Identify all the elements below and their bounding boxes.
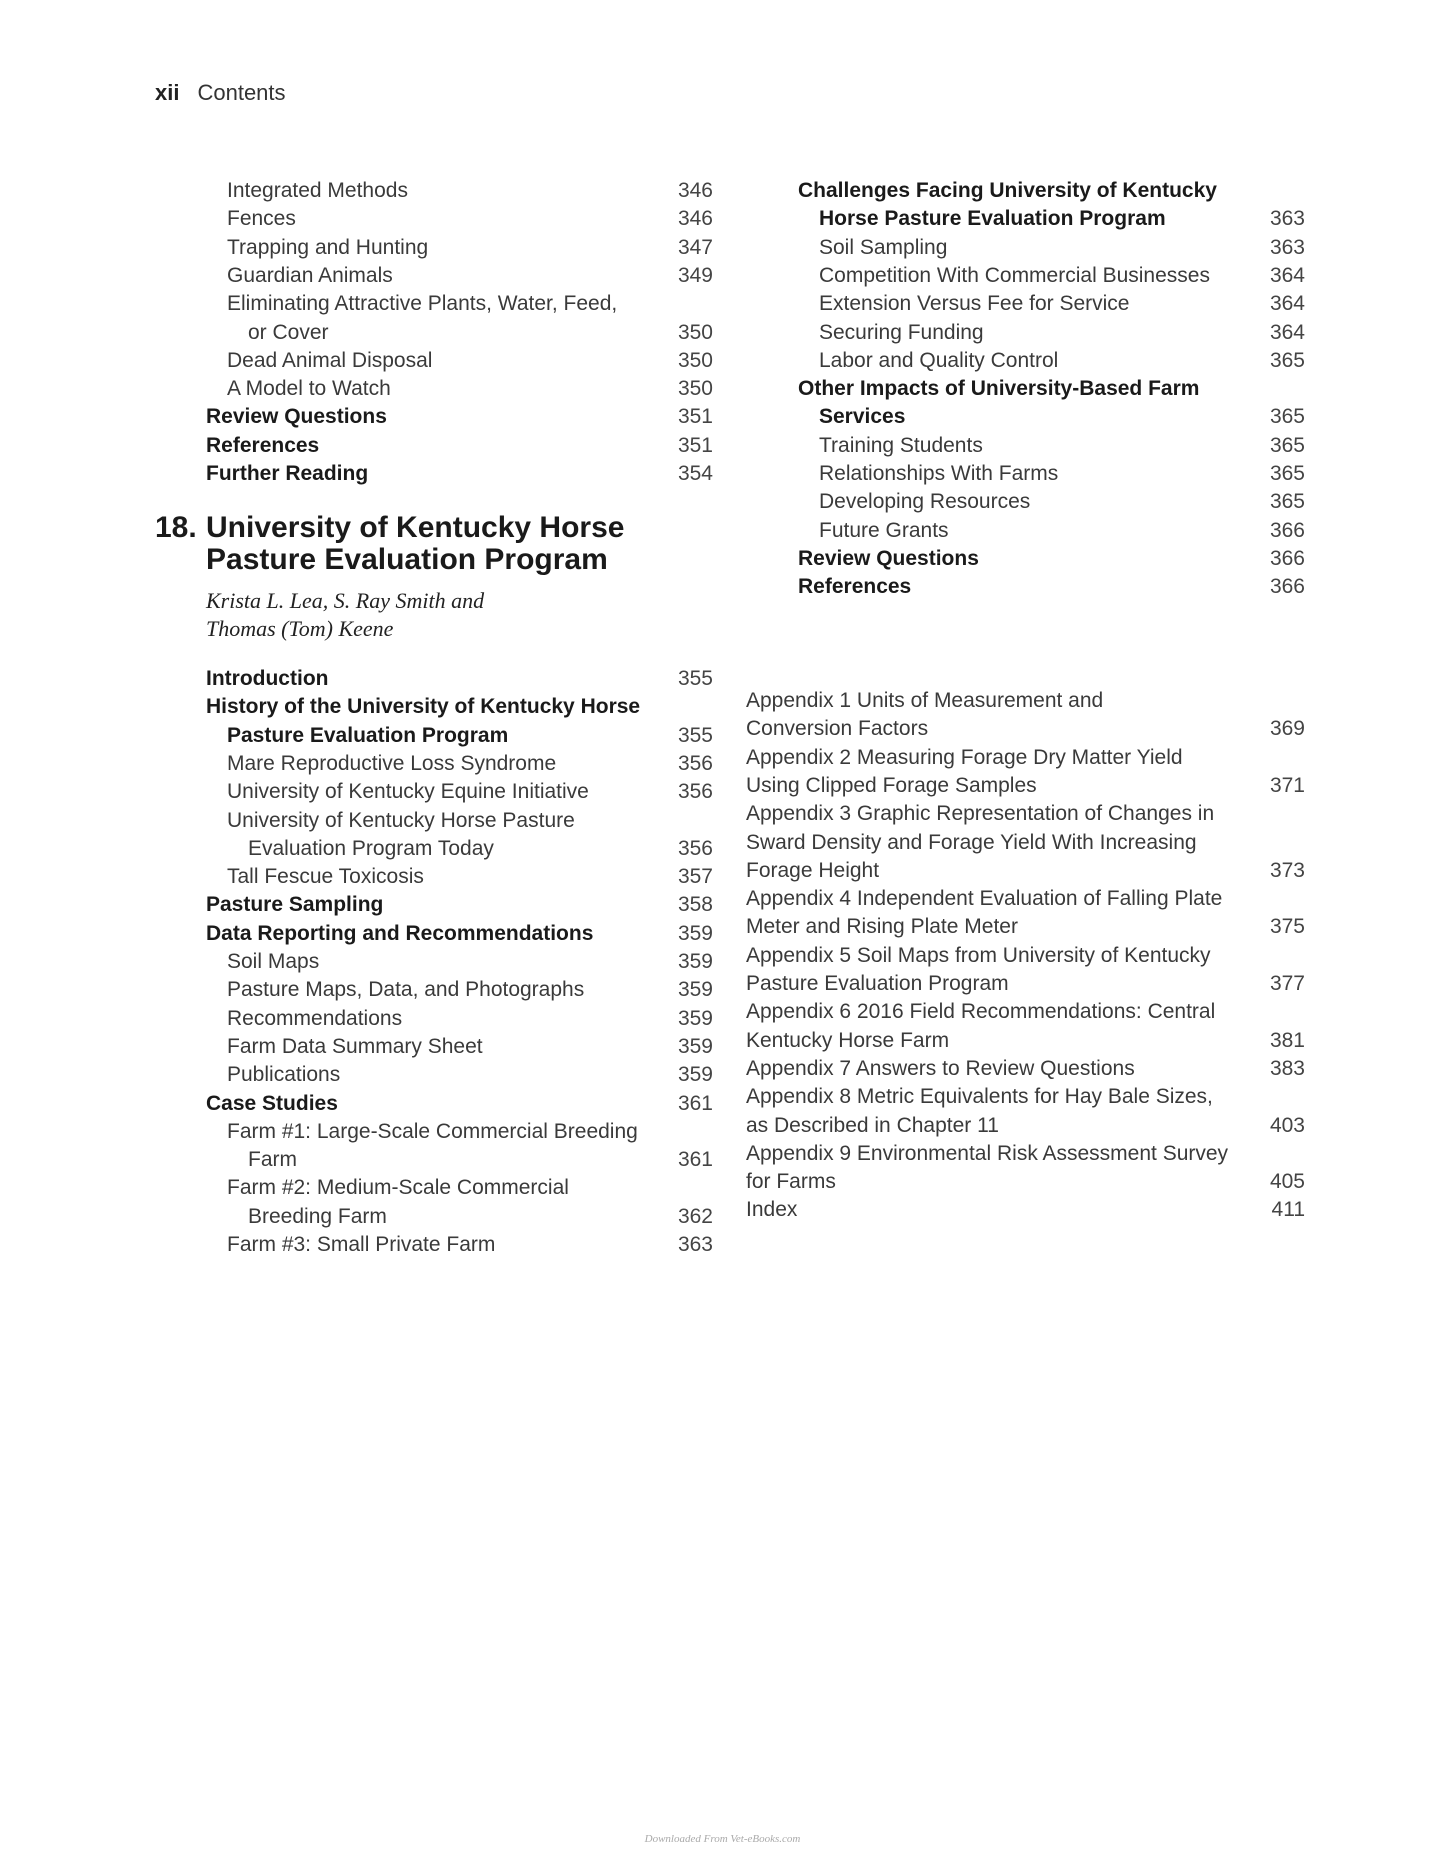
toc-entry-title: Competition With Commercial Businesses bbox=[819, 263, 1210, 287]
toc-entry-title: Trapping and Hunting bbox=[227, 235, 429, 259]
toc-entry-title: Appendix 7 Answers to Review Questions bbox=[746, 1056, 1135, 1080]
toc-entry-title: Fences bbox=[227, 207, 296, 231]
toc-entry-page: 366 bbox=[1269, 546, 1305, 570]
chapter-authors-line-2: Thomas (Tom) Keene bbox=[206, 616, 394, 641]
toc-entry-title: Farm bbox=[248, 1148, 297, 1172]
toc-entry-title: Appendix 9 Environmental Risk Assessment Survey bbox=[746, 1141, 1229, 1165]
toc-entry-title: Pasture Evaluation Program bbox=[227, 723, 509, 747]
toc-entry-page: 356 bbox=[677, 751, 713, 775]
toc-entry-title: Eliminating Attractive Plants, Water, Feed, bbox=[227, 292, 618, 316]
running-header bbox=[155, 80, 286, 106]
toc-entry-title: Pasture Evaluation Program bbox=[746, 972, 1009, 995]
toc-entry-page: 381 bbox=[1269, 1028, 1305, 1052]
toc-entry-title: References bbox=[798, 575, 912, 599]
toc-entry-page: 361 bbox=[677, 1148, 713, 1172]
toc-entry-title: Evaluation Program Today bbox=[248, 836, 494, 860]
toc-entry-title: Index bbox=[746, 1198, 798, 1222]
toc-entry-title: Guardian Animals bbox=[227, 263, 393, 287]
toc-entry-page: 350 bbox=[677, 377, 713, 401]
toc-entry-title: Kentucky Horse Farm bbox=[746, 1028, 950, 1052]
toc-entry-page: 364 bbox=[1269, 263, 1305, 287]
toc-entry-page: 377 bbox=[1269, 972, 1305, 995]
toc-entry-page: 383 bbox=[1269, 1056, 1305, 1080]
toc-entry-page: 356 bbox=[677, 780, 713, 804]
toc-entry-page: 366 bbox=[1269, 518, 1305, 542]
toc-entry-page: 355 bbox=[677, 667, 713, 690]
toc-entry-page: 357 bbox=[677, 865, 713, 889]
toc-entry-page: 365 bbox=[1269, 348, 1305, 372]
toc-entry-title: Dead Animal Disposal bbox=[227, 348, 433, 372]
toc-entry-title: Breeding Farm bbox=[248, 1204, 387, 1228]
toc-entry-title: as Described in Chapter 11 bbox=[746, 1113, 999, 1137]
toc-entry-title: Case Studies bbox=[206, 1091, 338, 1115]
toc-entry-page: 350 bbox=[677, 348, 713, 372]
toc-entry-title: Appendix 3 Graphic Representation of Changes in bbox=[746, 802, 1215, 826]
toc-entry-title: Farm #2: Medium-Scale Commercial bbox=[227, 1176, 569, 1200]
toc-entry-title: Pasture Maps, Data, and Photographs bbox=[227, 978, 585, 1002]
toc-entry-page: 365 bbox=[1269, 405, 1305, 429]
toc-entry-title: Further Reading bbox=[206, 462, 369, 485]
toc-entry-page: 351 bbox=[677, 405, 713, 429]
toc-entry-page: 364 bbox=[1269, 320, 1305, 344]
footer-watermark: Downloaded From Vet-eBooks.com bbox=[644, 1833, 801, 1845]
chapter-title-line-2: Pasture Evaluation Program bbox=[206, 543, 608, 576]
toc-entry-title: Relationships With Farms bbox=[819, 462, 1059, 485]
toc-entry-title: Appendix 4 Independent Evaluation of Falling Plate bbox=[746, 887, 1223, 911]
toc-entry-page: 405 bbox=[1269, 1170, 1305, 1194]
toc-entry-page: 365 bbox=[1269, 433, 1305, 457]
toc-entry-title: University of Kentucky Equine Initiative bbox=[227, 780, 589, 804]
toc-entry-title: Recommendations bbox=[227, 1006, 403, 1030]
toc-entry-title: Appendix 8 Metric Equivalents for Hay Bale Sizes, bbox=[746, 1085, 1213, 1109]
toc-entry-page: 359 bbox=[677, 1006, 713, 1030]
toc-entry-page: 347 bbox=[677, 235, 713, 259]
toc-entry-page: 366 bbox=[1269, 575, 1305, 599]
toc-entry-page: 358 bbox=[677, 893, 713, 917]
chapter-heading bbox=[155, 512, 624, 544]
toc-entry-title: or Cover bbox=[248, 320, 329, 344]
toc-entry-page: 359 bbox=[677, 950, 713, 973]
chapter-number: 18. bbox=[155, 511, 197, 544]
toc-entry-page: 355 bbox=[677, 723, 713, 747]
toc-entry-page: 359 bbox=[677, 921, 713, 945]
toc-entry-title: Appendix 5 Soil Maps from University of Kentucky bbox=[746, 943, 1211, 967]
toc-entry-page: 365 bbox=[1269, 462, 1305, 485]
page-number: xii bbox=[155, 80, 180, 105]
toc-entry-page: 349 bbox=[677, 263, 713, 287]
toc-entry-page: 364 bbox=[1269, 292, 1305, 316]
toc-entry-title: Farm #1: Large-Scale Commercial Breeding bbox=[227, 1119, 638, 1143]
toc-entry-title: Review Questions bbox=[798, 546, 979, 570]
toc-entry-page: 375 bbox=[1269, 915, 1305, 939]
toc-entry-page: 363 bbox=[677, 1233, 713, 1256]
toc-entry-title: Using Clipped Forage Samples bbox=[746, 773, 1037, 797]
chapter-title-line-1: University of Kentucky Horse bbox=[206, 511, 625, 544]
toc-entry-title: for Farms bbox=[746, 1170, 836, 1194]
toc-entry-title: A Model to Watch bbox=[227, 377, 391, 401]
toc-entry-page: 359 bbox=[677, 1063, 713, 1087]
toc-entry-title: Horse Pasture Evaluation Program bbox=[819, 207, 1166, 231]
toc-entry-title: Developing Resources bbox=[819, 490, 1031, 514]
toc-entry-page: 363 bbox=[1269, 207, 1305, 231]
chapter-authors-line-1: Krista L. Lea, S. Ray Smith and bbox=[206, 588, 485, 613]
toc-entry-title: Introduction bbox=[206, 667, 329, 690]
toc-entry-page: 350 bbox=[677, 320, 713, 344]
toc-entry-title: Other Impacts of University-Based Farm bbox=[798, 377, 1200, 401]
toc-entry-title: Tall Fescue Toxicosis bbox=[227, 865, 424, 889]
toc-entry-title: University of Kentucky Horse Pasture bbox=[227, 808, 575, 832]
toc-entry-title: Integrated Methods bbox=[227, 179, 408, 202]
toc-entry-title: Appendix 6 2016 Field Recommendations: Central bbox=[746, 1000, 1216, 1024]
toc-entry-page: 356 bbox=[677, 836, 713, 860]
toc-entry-page: 346 bbox=[677, 207, 713, 231]
toc-entry-title: Forage Height bbox=[746, 858, 880, 882]
toc-entry-page: 362 bbox=[677, 1204, 713, 1228]
toc-entry-title: Future Grants bbox=[819, 518, 949, 542]
toc-entry-title: Pasture Sampling bbox=[206, 893, 384, 917]
toc-entry-page: 354 bbox=[677, 462, 713, 485]
toc-entry-page: 373 bbox=[1269, 858, 1305, 882]
toc-entry-page: 359 bbox=[677, 1034, 713, 1058]
toc-entry-page: 346 bbox=[677, 179, 713, 202]
toc-entry-page: 363 bbox=[1269, 235, 1305, 259]
toc-entry-title: Meter and Rising Plate Meter bbox=[746, 915, 1018, 939]
toc-entry-page: 403 bbox=[1269, 1113, 1305, 1137]
toc-entry-page: 359 bbox=[677, 978, 713, 1002]
toc-entry-title: Services bbox=[819, 405, 906, 429]
toc-entry-title: Training Students bbox=[819, 433, 983, 457]
toc-entry-title: Securing Funding bbox=[819, 320, 984, 344]
toc-entry-title: Soil Sampling bbox=[819, 235, 948, 259]
toc-entry-title: Farm #3: Small Private Farm bbox=[227, 1233, 496, 1256]
toc-entry-title: Conversion Factors bbox=[746, 717, 929, 741]
toc-entry-title: Publications bbox=[227, 1063, 341, 1087]
toc-entry-page: 371 bbox=[1269, 773, 1305, 797]
toc-entry-page: 365 bbox=[1269, 490, 1305, 514]
toc-entry-title: Challenges Facing University of Kentucky bbox=[798, 179, 1217, 202]
toc-entry-page: 351 bbox=[677, 433, 713, 457]
toc-entry-page: 361 bbox=[677, 1091, 713, 1115]
toc-entry-title: Appendix 1 Units of Measurement and bbox=[746, 689, 1104, 712]
toc-entry-title: Review Questions bbox=[206, 405, 387, 429]
toc-entry-title: Extension Versus Fee for Service bbox=[819, 292, 1130, 316]
toc-entry-title: Data Reporting and Recommendations bbox=[206, 921, 594, 945]
toc-entry-title: References bbox=[206, 433, 320, 457]
section-label: Contents bbox=[197, 80, 286, 105]
toc-entry-title: Sward Density and Forage Yield With Increasing bbox=[746, 830, 1197, 854]
toc-entry-page: 411 bbox=[1271, 1198, 1305, 1222]
toc-entry-page: 369 bbox=[1269, 717, 1305, 741]
toc-entry-title: Appendix 2 Measuring Forage Dry Matter Yield bbox=[746, 745, 1183, 769]
toc-entry-title: Soil Maps bbox=[227, 950, 320, 973]
toc-entry-title: History of the University of Kentucky Horse bbox=[206, 695, 641, 719]
toc-entry-title: Farm Data Summary Sheet bbox=[227, 1034, 483, 1058]
toc-entry-title: Mare Reproductive Loss Syndrome bbox=[227, 751, 557, 775]
toc-entry-title: Labor and Quality Control bbox=[819, 348, 1059, 372]
